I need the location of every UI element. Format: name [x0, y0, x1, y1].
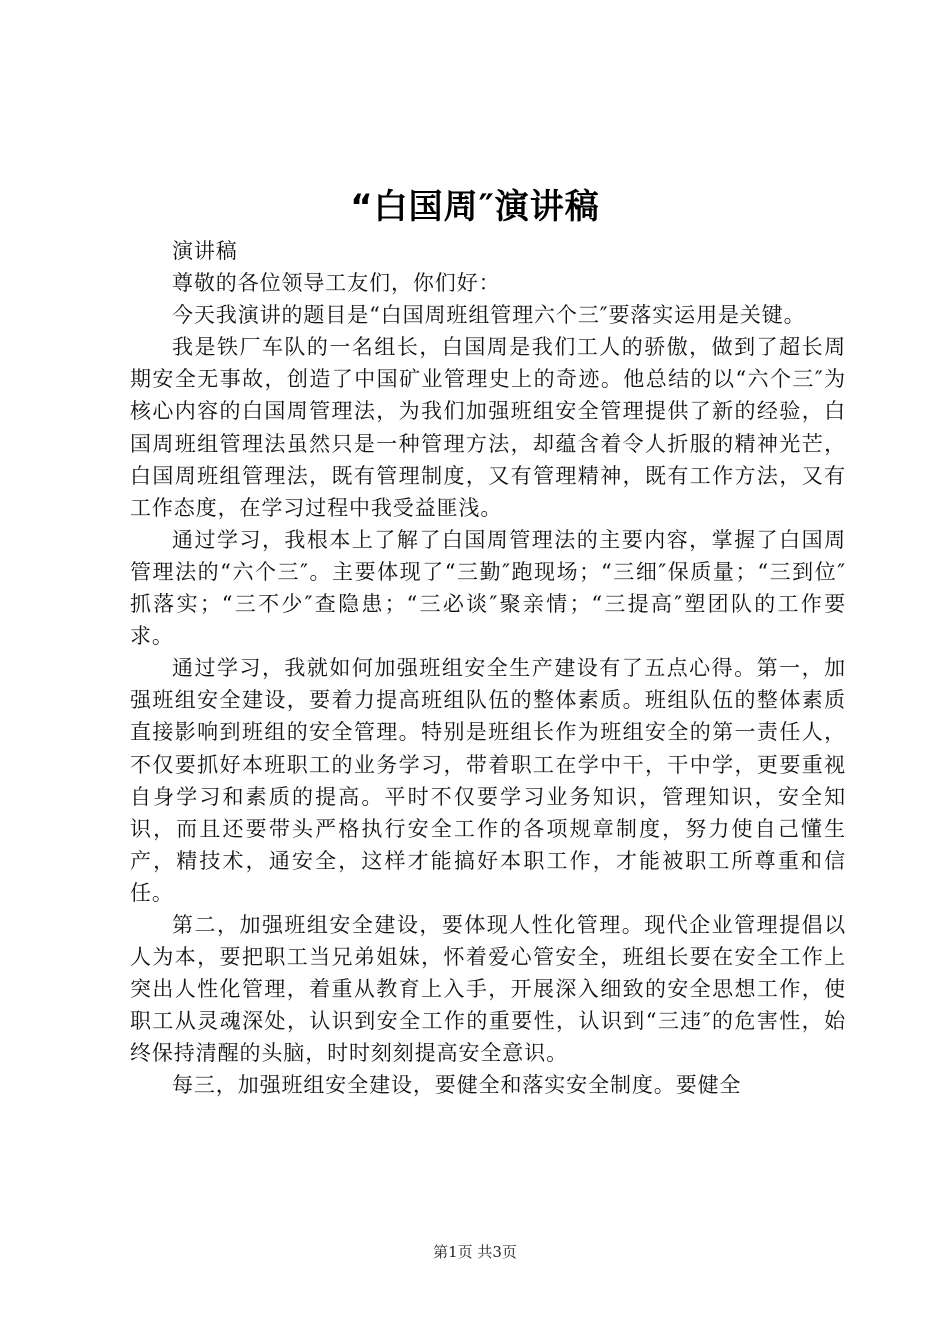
paragraph-topic: 今天我演讲的题目是“白国周班组管理六个三″要落实运用是关键。	[172, 303, 806, 328]
paragraph-introduction: 我是铁厂车队的一名组长，白国周是我们工人的骄傲，做到了超长周期安全无事故，创造了中国矿业管理史上的奇迹。他总结的以“六个三″为核心内容的白国周管理法，为我们加强班组安全管理提供了新的经验，白国周班组管理法虽然只是一种管理方法，却蕴含着令人折服的精神光芒，白国周班组管理法，既有管理制度，又有管理精神，既有工作方法，又有工作态度，在学习过程中我受益匪浅。	[130, 335, 846, 520]
paragraph-point-one: 通过学习，我就如何加强班组安全生产建设有了五点心得。第一，加强班组安全建设，要着力提高班组队伍的整体素质。班组队伍的整体素质直接影响到班组的安全管理。特别是班组长作为班组安全的第一责任人，不仅要抓好本班职工的业务学习，带着职工在学中干，干中学，更要重视自身学习和素质的提高。平时不仅要学习业务知识，管理知识，安全知识，而且还要带头严格执行安全工作的各项规章制度，努力使自己懂生产，精技术，通安全，这样才能搞好本职工作，才能被职工所尊重和信任。	[130, 656, 846, 905]
paragraph-six-threes: 通过学习，我根本上了解了白国周管理法的主要内容，掌握了白国周管理法的“六个三″。主要体现了“三勤″跑现场；“三细″保质量；“三到位″抓落实；“三不少″查隐患；“三必谈″聚亲情；“三提高″塑团队的工作要求。	[130, 527, 846, 649]
paragraph-heading-label: 演讲稿	[172, 239, 238, 263]
document-title: “白国周″演讲稿	[350, 187, 600, 227]
paragraph-point-three: 每三，加强班组安全建设，要健全和落实安全制度。要健全	[172, 1073, 742, 1098]
page-number-footer: 第1页 共3页	[433, 1243, 517, 1261]
document-body	[130, 235, 846, 1102]
paragraph-greeting: 尊敬的各位领导工友们，你们好：	[172, 271, 501, 296]
paragraph-point-two: 第二，加强班组安全建设，要体现人性化管理。现代企业管理提倡以人为本，要把职工当兄弟姐妹，怀着爱心管安全，班组长要在安全工作上突出人性化管理，着重从教育上入手，开展深入细致的安全思想工作，使职工从灵魂深处，认识到安全工作的重要性，认识到“三违″的危害性，始终保持清醒的头脑，时时刻刻提高安全意识。	[130, 912, 846, 1066]
